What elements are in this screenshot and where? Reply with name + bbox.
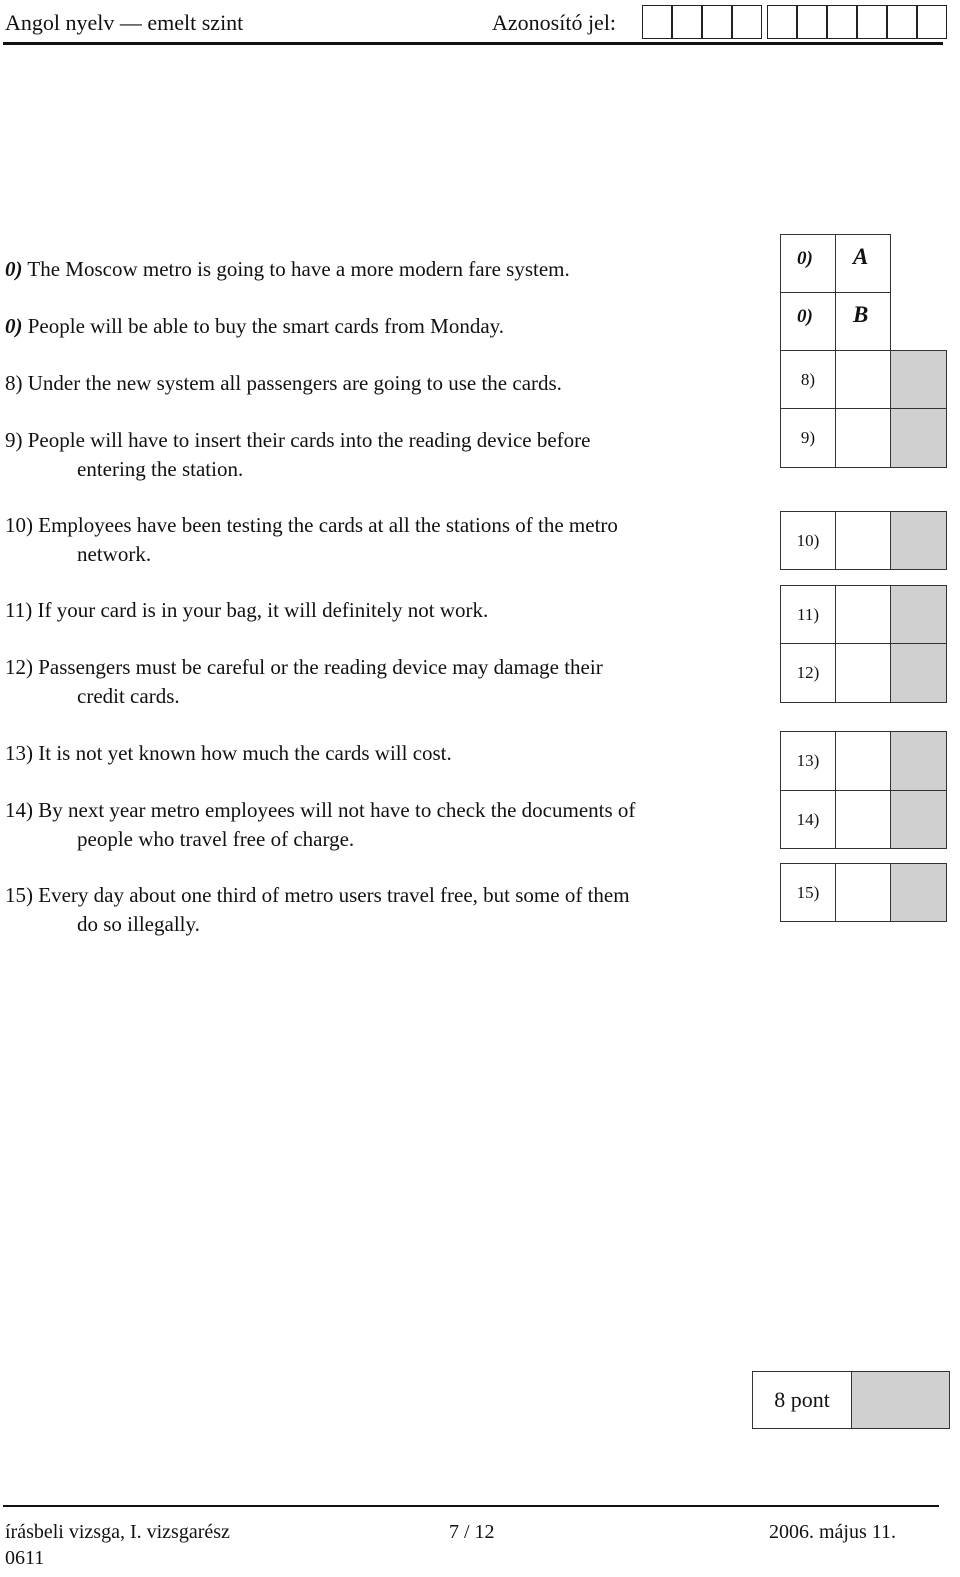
answer-label-cell: 11)	[780, 585, 836, 644]
header-subject: Angol nyelv — emelt szint	[5, 10, 244, 35]
score-box	[890, 511, 947, 570]
answer-box[interactable]	[835, 585, 891, 644]
header-rule	[3, 42, 943, 45]
question-item: 10) Employees have been testing the cards at all the stations of the metro network.	[5, 513, 618, 566]
id-box[interactable]	[767, 5, 797, 39]
id-box[interactable]	[732, 5, 762, 39]
id-box[interactable]	[702, 5, 732, 39]
example-answer: A	[853, 244, 869, 269]
score-box	[890, 408, 947, 468]
score-box	[890, 790, 947, 849]
answer-box[interactable]	[835, 350, 891, 409]
answer-label-cell: 12)	[780, 643, 836, 703]
answer-label-cell: 10)	[780, 511, 836, 570]
id-box[interactable]	[827, 5, 857, 39]
answer-label-cell: 9)	[780, 408, 836, 468]
footer-rule	[3, 1505, 939, 1507]
id-box[interactable]	[917, 5, 947, 39]
example-answer: B	[853, 302, 869, 327]
score-box	[890, 731, 947, 791]
example-item: 0) People will be able to buy the smart cards from Monday.	[5, 314, 505, 338]
footer-exam: írásbeli vizsga, I. vizsgarész	[5, 1521, 230, 1543]
footer-code: 0611	[5, 1547, 45, 1569]
total-score-box	[851, 1371, 950, 1429]
id-box[interactable]	[857, 5, 887, 39]
answer-box[interactable]	[835, 790, 891, 849]
answer-label-cell: 14)	[780, 790, 836, 849]
answer-label-cell: 8)	[780, 350, 836, 409]
example-label: 0)	[797, 248, 813, 269]
answer-label-cell: 15)	[780, 863, 836, 922]
question-item: 13) It is not yet known how much the cards will cost.	[5, 741, 452, 765]
id-box[interactable]	[887, 5, 917, 39]
score-box	[890, 643, 947, 703]
answer-label-cell: 13)	[780, 731, 836, 791]
question-item: 15) Every day about one third of metro users travel free, but some of them do so illegally.	[5, 883, 630, 936]
answer-box[interactable]	[835, 731, 891, 791]
id-box[interactable]	[797, 5, 827, 39]
answer-box[interactable]	[835, 408, 891, 468]
answer-box[interactable]	[835, 643, 891, 703]
footer-date: 2006. május 11.	[769, 1521, 897, 1543]
question-item: 9) People will have to insert their cards into the reading device before entering the station.	[5, 428, 591, 481]
question-item: 14) By next year metro employees will not have to check the documents of people who travel free of charge.	[5, 798, 636, 851]
score-box	[890, 350, 947, 409]
footer-page: 7 / 12	[449, 1521, 495, 1543]
question-item: 8) Under the new system all passengers are going to use the cards.	[5, 371, 562, 395]
answer-box[interactable]	[835, 511, 891, 570]
header-id-label: Azonosító jel:	[492, 10, 617, 35]
answer-box[interactable]	[835, 863, 891, 922]
id-box[interactable]	[642, 5, 672, 39]
score-label: 8 pont	[752, 1371, 852, 1429]
example-label: 0)	[797, 306, 813, 327]
question-item: 11) If your card is in your bag, it will definitely not work.	[5, 598, 489, 622]
score-box	[890, 585, 947, 644]
question-item: 12) Passengers must be careful or the reading device may damage their credit cards.	[5, 655, 603, 708]
id-box[interactable]	[672, 5, 702, 39]
score-box	[890, 863, 947, 922]
example-item: 0) The Moscow metro is going to have a more modern fare system.	[5, 257, 570, 281]
